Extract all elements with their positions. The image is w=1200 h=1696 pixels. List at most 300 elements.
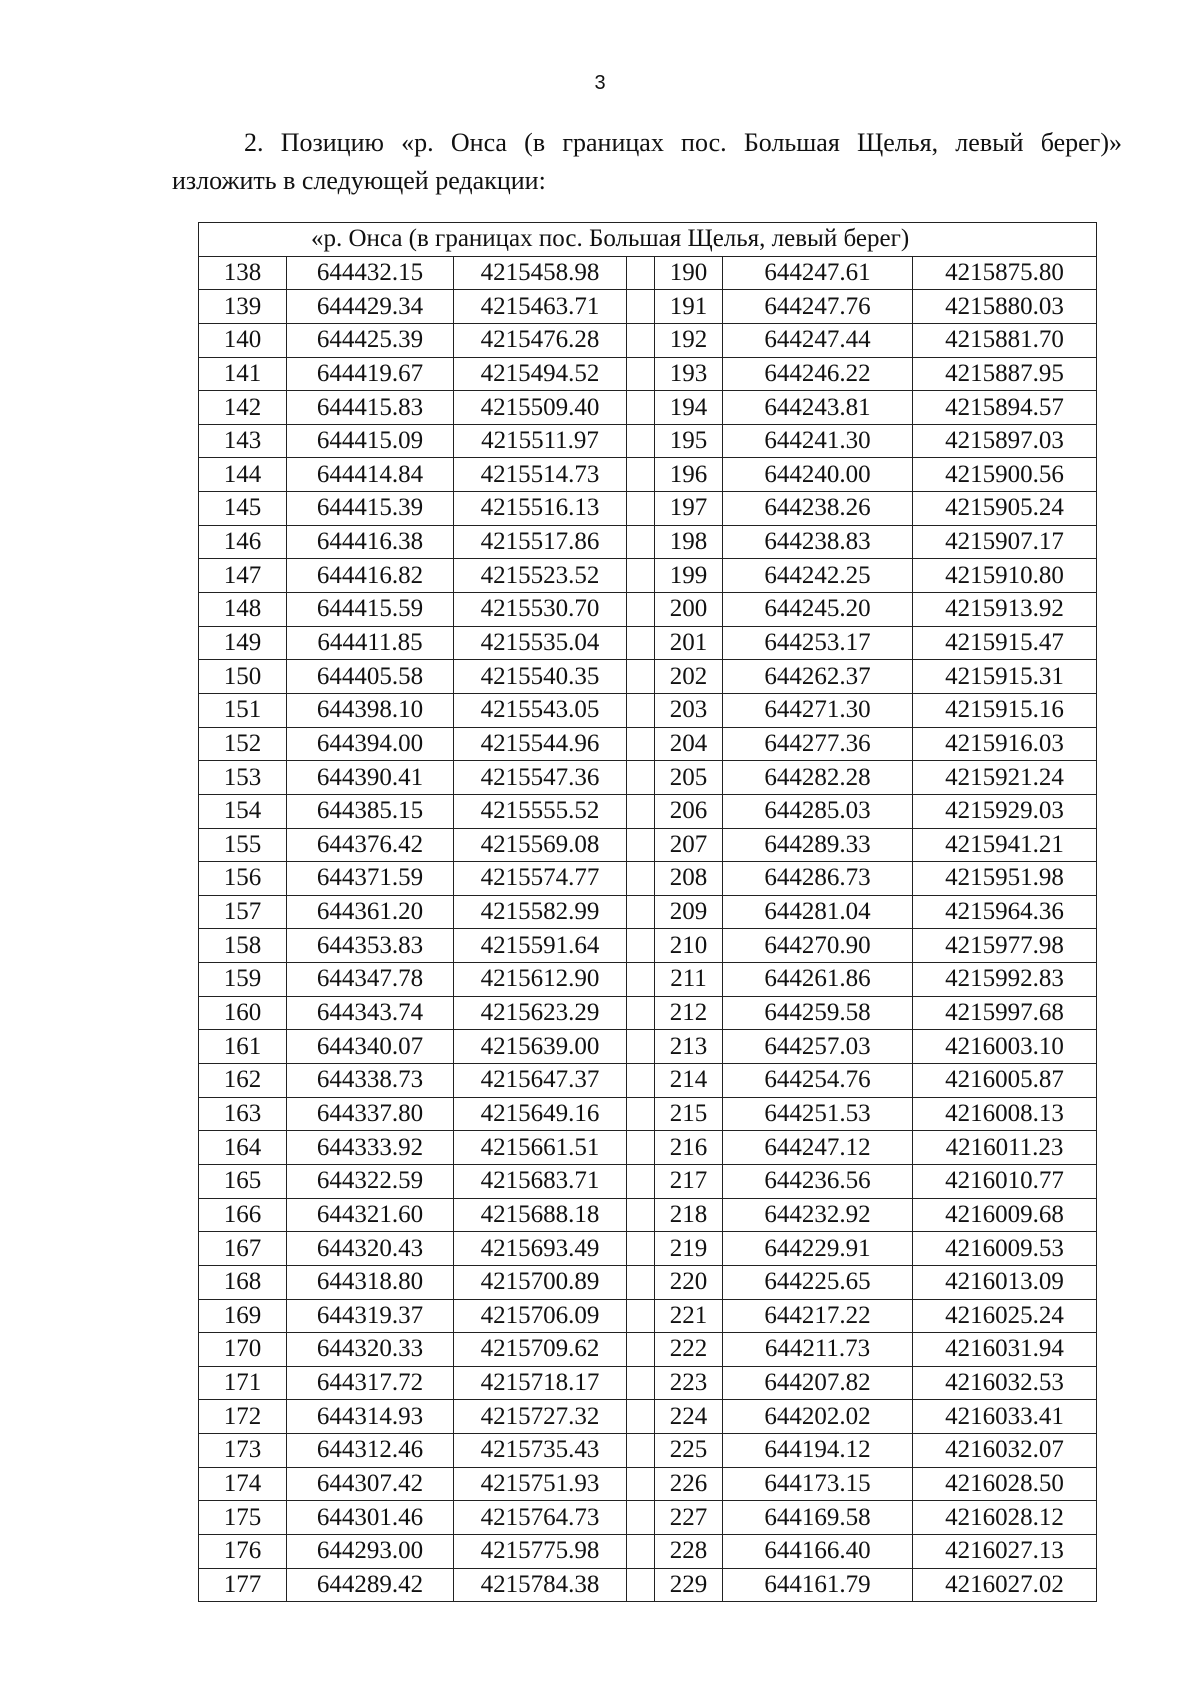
y-coordinate-left: 4215569.08 [454,828,627,862]
y-coordinate-left: 4215509.40 [454,391,627,425]
x-coordinate-left: 644411.85 [287,626,454,660]
y-coordinate-left: 4215458.98 [454,256,627,290]
point-number-right: 203 [655,693,723,727]
x-coordinate-left: 644414.84 [287,458,454,492]
x-coordinate-left: 644405.58 [287,660,454,694]
x-coordinate-left: 644320.33 [287,1333,454,1367]
point-number-right: 209 [655,895,723,929]
x-coordinate-left: 644429.34 [287,290,454,324]
table-row [199,458,1097,492]
y-coordinate-left: 4215547.36 [454,761,627,795]
x-coordinate-left: 644415.39 [287,492,454,526]
table-row [199,1265,1097,1299]
y-coordinate-right: 4216011.23 [913,1131,1097,1165]
x-coordinate-left: 644321.60 [287,1198,454,1232]
column-separator [627,1265,655,1299]
y-coordinate-left: 4215494.52 [454,357,627,391]
x-coordinate-left: 644416.82 [287,559,454,593]
table-row [199,1299,1097,1333]
point-number-left: 165 [199,1164,287,1198]
x-coordinate-right: 644262.37 [723,660,913,694]
point-number-left: 157 [199,895,287,929]
y-coordinate-left: 4215683.71 [454,1164,627,1198]
column-separator [627,1501,655,1535]
point-number-left: 155 [199,828,287,862]
column-separator [627,828,655,862]
table-row [199,1434,1097,1468]
point-number-right: 208 [655,862,723,896]
y-coordinate-right: 4215913.92 [913,593,1097,627]
y-coordinate-right: 4215881.70 [913,323,1097,357]
table-row [199,828,1097,862]
column-separator [627,693,655,727]
y-coordinate-left: 4215649.16 [454,1097,627,1131]
x-coordinate-right: 644166.40 [723,1534,913,1568]
y-coordinate-left: 4215727.32 [454,1400,627,1434]
table-row [199,492,1097,526]
point-number-left: 161 [199,1030,287,1064]
x-coordinate-left: 644371.59 [287,862,454,896]
column-separator [627,525,655,559]
x-coordinate-left: 644322.59 [287,1164,454,1198]
point-number-left: 154 [199,794,287,828]
point-number-right: 211 [655,963,723,997]
x-coordinate-left: 644301.46 [287,1501,454,1535]
x-coordinate-left: 644307.42 [287,1467,454,1501]
table-row [199,1501,1097,1535]
x-coordinate-right: 644173.15 [723,1467,913,1501]
point-number-right: 219 [655,1232,723,1266]
point-number-right: 215 [655,1097,723,1131]
y-coordinate-right: 4215941.21 [913,828,1097,862]
amendment-paragraph [172,124,1122,200]
y-coordinate-right: 4215915.31 [913,660,1097,694]
y-coordinate-left: 4215591.64 [454,929,627,963]
point-number-left: 170 [199,1333,287,1367]
x-coordinate-right: 644169.58 [723,1501,913,1535]
y-coordinate-left: 4215764.73 [454,1501,627,1535]
table-row [199,727,1097,761]
y-coordinate-right: 4215915.47 [913,626,1097,660]
point-number-right: 194 [655,391,723,425]
y-coordinate-left: 4215751.93 [454,1467,627,1501]
column-separator [627,1434,655,1468]
column-separator [627,929,655,963]
y-coordinate-left: 4215516.13 [454,492,627,526]
x-coordinate-right: 644229.91 [723,1232,913,1266]
table-row [199,1232,1097,1266]
column-separator [627,290,655,324]
x-coordinate-right: 644217.22 [723,1299,913,1333]
column-separator [627,357,655,391]
table-row [199,1568,1097,1602]
column-separator [627,1467,655,1501]
x-coordinate-right: 644238.26 [723,492,913,526]
point-number-right: 217 [655,1164,723,1198]
y-coordinate-right: 4215910.80 [913,559,1097,593]
point-number-left: 156 [199,862,287,896]
y-coordinate-left: 4215544.96 [454,727,627,761]
table-row [199,1198,1097,1232]
table-title: «р. Онса (в границах пос. Большая Щелья, левый берег) [199,223,1097,257]
table-row [199,256,1097,290]
table-row [199,1333,1097,1367]
y-coordinate-right: 4216032.07 [913,1434,1097,1468]
point-number-right: 223 [655,1366,723,1400]
table-row [199,1400,1097,1434]
x-coordinate-left: 644415.83 [287,391,454,425]
point-number-right: 198 [655,525,723,559]
table-row [199,559,1097,593]
x-coordinate-right: 644194.12 [723,1434,913,1468]
point-number-left: 153 [199,761,287,795]
x-coordinate-right: 644253.17 [723,626,913,660]
x-coordinate-left: 644398.10 [287,693,454,727]
point-number-left: 173 [199,1434,287,1468]
point-number-left: 144 [199,458,287,492]
x-coordinate-left: 644376.42 [287,828,454,862]
y-coordinate-right: 4215900.56 [913,458,1097,492]
table-row [199,593,1097,627]
column-separator [627,391,655,425]
point-number-right: 228 [655,1534,723,1568]
page-number: 3 [594,72,606,94]
point-number-left: 149 [199,626,287,660]
y-coordinate-right: 4216009.53 [913,1232,1097,1266]
y-coordinate-left: 4215661.51 [454,1131,627,1165]
x-coordinate-right: 644225.65 [723,1265,913,1299]
y-coordinate-left: 4215647.37 [454,1064,627,1098]
y-coordinate-right: 4215905.24 [913,492,1097,526]
x-coordinate-right: 644277.36 [723,727,913,761]
y-coordinate-left: 4215706.09 [454,1299,627,1333]
y-coordinate-left: 4215555.52 [454,794,627,828]
x-coordinate-right: 644241.30 [723,424,913,458]
point-number-left: 162 [199,1064,287,1098]
x-coordinate-left: 644312.46 [287,1434,454,1468]
point-number-right: 197 [655,492,723,526]
point-number-right: 206 [655,794,723,828]
table-row [199,794,1097,828]
x-coordinate-right: 644289.33 [723,828,913,862]
point-number-left: 143 [199,424,287,458]
y-coordinate-right: 4216025.24 [913,1299,1097,1333]
y-coordinate-left: 4215784.38 [454,1568,627,1602]
x-coordinate-left: 644320.43 [287,1232,454,1266]
table-row [199,357,1097,391]
point-number-right: 226 [655,1467,723,1501]
table-row [199,895,1097,929]
point-number-left: 150 [199,660,287,694]
y-coordinate-right: 4216028.50 [913,1467,1097,1501]
point-number-left: 163 [199,1097,287,1131]
point-number-left: 172 [199,1400,287,1434]
x-coordinate-right: 644251.53 [723,1097,913,1131]
table-row [199,1131,1097,1165]
y-coordinate-right: 4215992.83 [913,963,1097,997]
point-number-left: 167 [199,1232,287,1266]
point-number-right: 229 [655,1568,723,1602]
x-coordinate-left: 644338.73 [287,1064,454,1098]
point-number-left: 171 [199,1366,287,1400]
column-separator [627,1366,655,1400]
y-coordinate-right: 4215880.03 [913,290,1097,324]
table-row [199,1030,1097,1064]
paragraph-line-2: изложить в следующей редакции: [172,166,546,195]
table-row [199,660,1097,694]
y-coordinate-right: 4215887.95 [913,357,1097,391]
column-separator [627,895,655,929]
paragraph-line-1: 2. Позицию «р. Онса (в границах пос. Большая Щелья, левый берег)» [244,128,1122,157]
y-coordinate-left: 4215543.05 [454,693,627,727]
y-coordinate-right: 4215964.36 [913,895,1097,929]
column-separator [627,492,655,526]
point-number-left: 152 [199,727,287,761]
x-coordinate-left: 644415.09 [287,424,454,458]
y-coordinate-right: 4216008.13 [913,1097,1097,1131]
y-coordinate-right: 4215951.98 [913,862,1097,896]
column-separator [627,424,655,458]
column-separator [627,996,655,1030]
y-coordinate-left: 4215514.73 [454,458,627,492]
table-row [199,996,1097,1030]
column-separator [627,1299,655,1333]
y-coordinate-left: 4215540.35 [454,660,627,694]
table-row [199,290,1097,324]
point-number-left: 139 [199,290,287,324]
y-coordinate-left: 4215775.98 [454,1534,627,1568]
column-separator [627,761,655,795]
x-coordinate-right: 644232.92 [723,1198,913,1232]
column-separator [627,1164,655,1198]
table-row [199,761,1097,795]
x-coordinate-right: 644247.76 [723,290,913,324]
y-coordinate-right: 4216005.87 [913,1064,1097,1098]
point-number-right: 193 [655,357,723,391]
y-coordinate-right: 4216010.77 [913,1164,1097,1198]
column-separator [627,1333,655,1367]
column-separator [627,1030,655,1064]
x-coordinate-right: 644243.81 [723,391,913,425]
x-coordinate-right: 644246.22 [723,357,913,391]
point-number-right: 221 [655,1299,723,1333]
y-coordinate-left: 4215693.49 [454,1232,627,1266]
x-coordinate-right: 644281.04 [723,895,913,929]
point-number-left: 151 [199,693,287,727]
point-number-right: 213 [655,1030,723,1064]
y-coordinate-right: 4215921.24 [913,761,1097,795]
coordinates-table [198,222,1097,1602]
point-number-right: 200 [655,593,723,627]
y-coordinate-right: 4215977.98 [913,929,1097,963]
column-separator [627,559,655,593]
x-coordinate-left: 644416.38 [287,525,454,559]
table-row [199,626,1097,660]
point-number-right: 224 [655,1400,723,1434]
point-number-right: 191 [655,290,723,324]
point-number-left: 168 [199,1265,287,1299]
y-coordinate-right: 4216003.10 [913,1030,1097,1064]
point-number-right: 195 [655,424,723,458]
point-number-right: 190 [655,256,723,290]
y-coordinate-left: 4215709.62 [454,1333,627,1367]
y-coordinate-right: 4215875.80 [913,256,1097,290]
point-number-left: 158 [199,929,287,963]
point-number-right: 207 [655,828,723,862]
y-coordinate-left: 4215612.90 [454,963,627,997]
x-coordinate-right: 644282.28 [723,761,913,795]
y-coordinate-left: 4215476.28 [454,323,627,357]
point-number-left: 142 [199,391,287,425]
column-separator [627,323,655,357]
point-number-right: 196 [655,458,723,492]
y-coordinate-right: 4215916.03 [913,727,1097,761]
point-number-right: 205 [655,761,723,795]
table-row [199,1366,1097,1400]
x-coordinate-left: 644385.15 [287,794,454,828]
point-number-right: 216 [655,1131,723,1165]
point-number-left: 176 [199,1534,287,1568]
y-coordinate-right: 4215907.17 [913,525,1097,559]
x-coordinate-left: 644347.78 [287,963,454,997]
x-coordinate-right: 644238.83 [723,525,913,559]
point-number-left: 146 [199,525,287,559]
point-number-right: 199 [655,559,723,593]
column-separator [627,794,655,828]
y-coordinate-right: 4216009.68 [913,1198,1097,1232]
table-row [199,1534,1097,1568]
point-number-left: 174 [199,1467,287,1501]
y-coordinate-right: 4215997.68 [913,996,1097,1030]
x-coordinate-right: 644286.73 [723,862,913,896]
x-coordinate-left: 644289.42 [287,1568,454,1602]
point-number-left: 175 [199,1501,287,1535]
point-number-right: 227 [655,1501,723,1535]
point-number-left: 145 [199,492,287,526]
y-coordinate-left: 4215700.89 [454,1265,627,1299]
x-coordinate-right: 644202.02 [723,1400,913,1434]
y-coordinate-right: 4215897.03 [913,424,1097,458]
table-row [199,1064,1097,1098]
x-coordinate-right: 644247.61 [723,256,913,290]
table-row [199,862,1097,896]
x-coordinate-left: 644353.83 [287,929,454,963]
column-separator [627,1400,655,1434]
point-number-right: 202 [655,660,723,694]
column-separator [627,1232,655,1266]
y-coordinate-left: 4215623.29 [454,996,627,1030]
x-coordinate-right: 644270.90 [723,929,913,963]
table-row [199,323,1097,357]
y-coordinate-right: 4216027.13 [913,1534,1097,1568]
column-separator [627,1064,655,1098]
column-separator [627,1568,655,1602]
x-coordinate-left: 644361.20 [287,895,454,929]
x-coordinate-right: 644247.12 [723,1131,913,1165]
point-number-left: 166 [199,1198,287,1232]
y-coordinate-right: 4216013.09 [913,1265,1097,1299]
x-coordinate-right: 644271.30 [723,693,913,727]
point-number-left: 164 [199,1131,287,1165]
y-coordinate-left: 4215574.77 [454,862,627,896]
table-row [199,929,1097,963]
y-coordinate-left: 4215530.70 [454,593,627,627]
y-coordinate-right: 4216031.94 [913,1333,1097,1367]
point-number-left: 160 [199,996,287,1030]
x-coordinate-left: 644394.00 [287,727,454,761]
point-number-right: 218 [655,1198,723,1232]
coordinates-table-body [199,223,1097,1602]
y-coordinate-left: 4215718.17 [454,1366,627,1400]
x-coordinate-right: 644240.00 [723,458,913,492]
x-coordinate-right: 644257.03 [723,1030,913,1064]
y-coordinate-left: 4215535.04 [454,626,627,660]
y-coordinate-left: 4215688.18 [454,1198,627,1232]
y-coordinate-right: 4216033.41 [913,1400,1097,1434]
x-coordinate-left: 644317.72 [287,1366,454,1400]
y-coordinate-left: 4215511.97 [454,424,627,458]
column-separator [627,626,655,660]
x-coordinate-right: 644242.25 [723,559,913,593]
x-coordinate-left: 644432.15 [287,256,454,290]
x-coordinate-left: 644333.92 [287,1131,454,1165]
x-coordinate-right: 644207.82 [723,1366,913,1400]
y-coordinate-right: 4215929.03 [913,794,1097,828]
x-coordinate-right: 644254.76 [723,1064,913,1098]
point-number-left: 138 [199,256,287,290]
x-coordinate-left: 644415.59 [287,593,454,627]
x-coordinate-left: 644390.41 [287,761,454,795]
table-row [199,1467,1097,1501]
point-number-left: 140 [199,323,287,357]
x-coordinate-right: 644285.03 [723,794,913,828]
table-row [199,963,1097,997]
y-coordinate-right: 4216032.53 [913,1366,1097,1400]
column-separator [627,727,655,761]
point-number-left: 159 [199,963,287,997]
column-separator [627,660,655,694]
point-number-right: 225 [655,1434,723,1468]
point-number-left: 169 [199,1299,287,1333]
table-row [199,693,1097,727]
x-coordinate-right: 644236.56 [723,1164,913,1198]
y-coordinate-left: 4215735.43 [454,1434,627,1468]
point-number-left: 177 [199,1568,287,1602]
y-coordinate-right: 4215894.57 [913,391,1097,425]
y-coordinate-left: 4215582.99 [454,895,627,929]
x-coordinate-left: 644340.07 [287,1030,454,1064]
point-number-right: 214 [655,1064,723,1098]
point-number-right: 192 [655,323,723,357]
point-number-right: 201 [655,626,723,660]
point-number-right: 220 [655,1265,723,1299]
y-coordinate-left: 4215523.52 [454,559,627,593]
y-coordinate-right: 4216027.02 [913,1568,1097,1602]
y-coordinate-left: 4215463.71 [454,290,627,324]
table-row [199,1097,1097,1131]
y-coordinate-left: 4215517.86 [454,525,627,559]
x-coordinate-right: 644247.44 [723,323,913,357]
table-title-row [199,223,1097,257]
point-number-left: 141 [199,357,287,391]
x-coordinate-left: 644319.37 [287,1299,454,1333]
y-coordinate-right: 4216028.12 [913,1501,1097,1535]
point-number-left: 148 [199,593,287,627]
x-coordinate-left: 644318.80 [287,1265,454,1299]
table-row [199,391,1097,425]
column-separator [627,1198,655,1232]
x-coordinate-right: 644211.73 [723,1333,913,1367]
